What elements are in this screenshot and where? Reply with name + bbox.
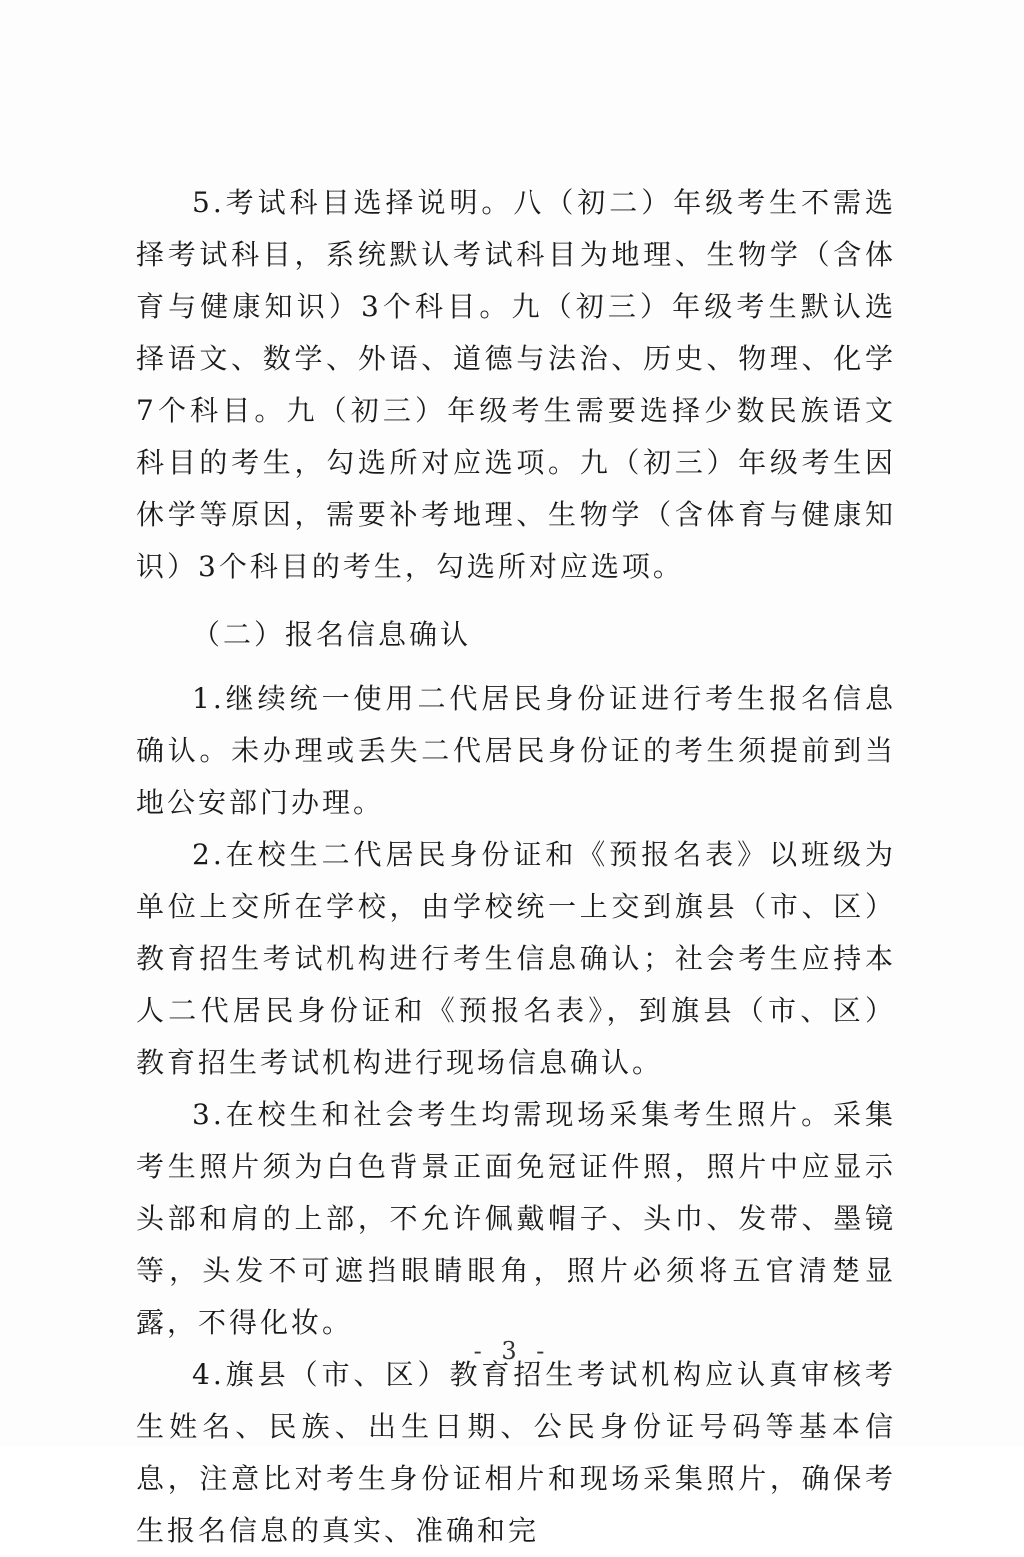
paragraph-id-card-confirmation: 1.继续统一使用二代居民身份证进行考生报名信息确认。未办理或丢失二代居民身份证的考生须提前到当地公安部门办理。 — [136, 682, 896, 819]
section-heading-registration-confirmation: （二）报名信息确认 — [192, 618, 472, 651]
page-number: - 3 - — [473, 1337, 551, 1365]
paragraph-subject-selection: 5.考试科目选择说明。八（初二）年级考生不需选择考试科目，系统默认考试科目为地理、生物学（含体育与健康知识）3个科目。九（初三）年级考生默认选择语文、数学、外语、道德与法治、历史、物理、化学7个科目。九（初三）年级考生需要选择少数民族语文科目的考生，勾选所对应选项。九（初三）年级考生因休学等原因，需要补考地理、生物学（含体育与健康知识）3个科目的考生，勾选所对应选项。 — [136, 186, 896, 583]
paragraph-photo-collection: 3.在校生和社会考生均需现场采集考生照片。采集考生照片须为白色背景正面免冠证件照，照片中应显示头部和肩的上部，不允许佩戴帽子、头巾、发带、墨镜等，头发不可遮挡眼睛眼角，照片必须将五官清楚显露，不得化妆。 — [136, 1098, 896, 1339]
paragraph-pre-registration-form: 2.在校生二代居民身份证和《预报名表》以班级为单位上交所在学校，由学校统一上交到旗县（市、区）教育招生考试机构进行考生信息确认；社会考生应持本人二代居民身份证和《预报名表》，到旗县（市、区）教育招生考试机构进行现场信息确认。 — [136, 838, 896, 1079]
paragraph-info-review: 4.旗县（市、区）教育招生考试机构应认真审核考生姓名、民族、出生日期、公民身份证号码等基本信息，注意比对考生身份证相片和现场采集照片，确保考生报名信息的真实、准确和完 — [136, 1358, 896, 1547]
